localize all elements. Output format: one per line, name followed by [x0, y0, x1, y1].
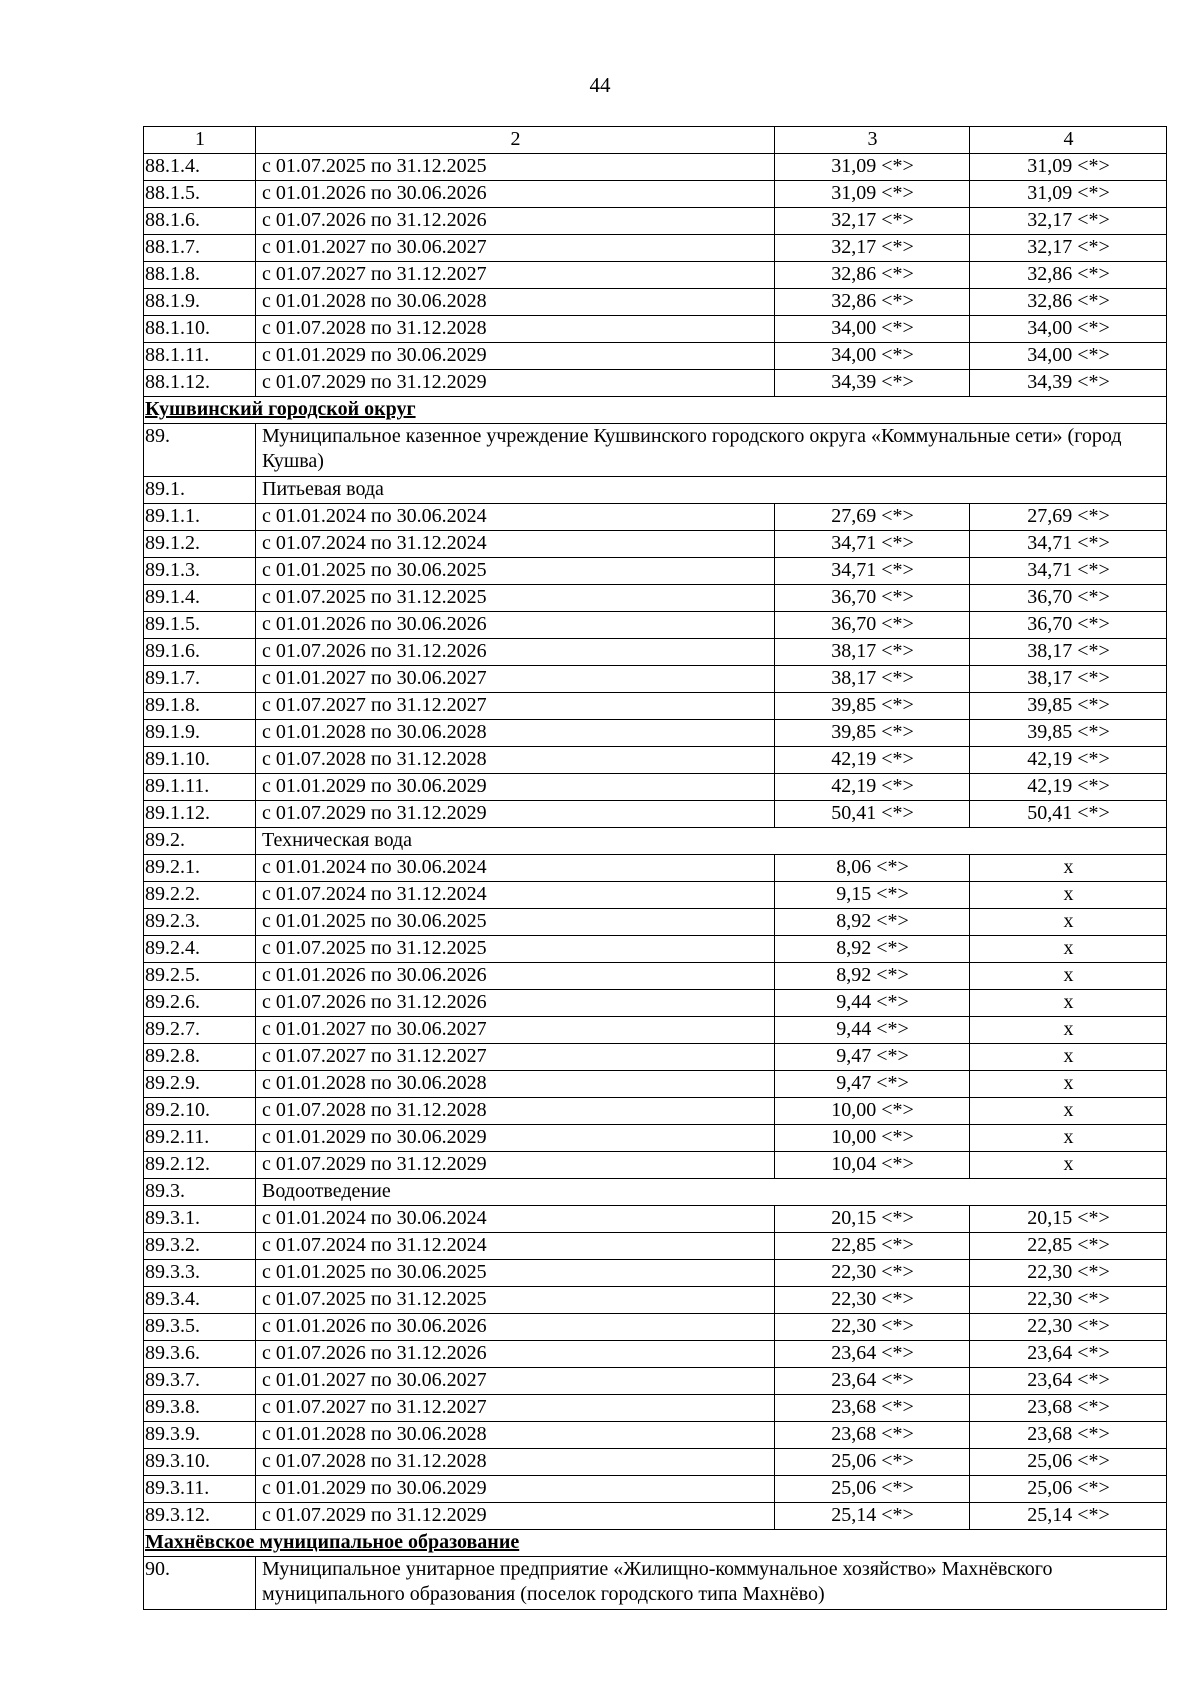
table-row	[144, 1206, 1167, 1233]
table-row	[144, 747, 1167, 774]
row-number: 89.1.4.	[144, 585, 256, 612]
row-number: 89.1.6.	[144, 639, 256, 666]
period-cell: с 01.07.2027 по 31.12.2027	[256, 693, 775, 720]
table-row	[144, 720, 1167, 747]
table-row	[144, 693, 1167, 720]
period-cell: с 01.01.2029 по 30.06.2029	[256, 774, 775, 801]
table-row	[144, 1017, 1167, 1044]
table-row	[144, 1449, 1167, 1476]
value-cell-3: 34,71 <*>	[775, 531, 970, 558]
value-cell-4: х	[970, 963, 1167, 990]
row-number: 89.2.5.	[144, 963, 256, 990]
value-cell-4: 22,30 <*>	[970, 1287, 1167, 1314]
period-cell: с 01.01.2025 по 30.06.2025	[256, 909, 775, 936]
row-number: 89.1.12.	[144, 801, 256, 828]
period-cell: с 01.01.2026 по 30.06.2026	[256, 963, 775, 990]
row-number: 88.1.6.	[144, 208, 256, 235]
row-number: 89.1.7.	[144, 666, 256, 693]
value-cell-3: 9,47 <*>	[775, 1071, 970, 1098]
value-cell-4: х	[970, 1044, 1167, 1071]
organization-name: Муниципальное унитарное предприятие «Жилищно-коммунальное хозяйство» Махнёвского муниципального образования (поселок городского типа Махнёво)	[256, 1557, 1167, 1610]
row-number: 89.2.	[144, 828, 256, 855]
period-cell: с 01.07.2026 по 31.12.2026	[256, 1341, 775, 1368]
page-number: 44	[589, 73, 611, 97]
row-number: 89.2.3.	[144, 909, 256, 936]
value-cell-3: 38,17 <*>	[775, 666, 970, 693]
table-row	[144, 181, 1167, 208]
value-cell-4: 32,17 <*>	[970, 208, 1167, 235]
row-number: 89.3.2.	[144, 1233, 256, 1260]
value-cell-3: 32,17 <*>	[775, 235, 970, 262]
row-number: 89.2.7.	[144, 1017, 256, 1044]
value-cell-3: 25,06 <*>	[775, 1449, 970, 1476]
organization-row	[144, 424, 1167, 477]
value-cell-4: 50,41 <*>	[970, 801, 1167, 828]
value-cell-3: 8,92 <*>	[775, 936, 970, 963]
period-cell: с 01.07.2024 по 31.12.2024	[256, 882, 775, 909]
tariff-table	[143, 126, 1167, 1610]
value-cell-3: 31,09 <*>	[775, 181, 970, 208]
value-cell-4: 38,17 <*>	[970, 666, 1167, 693]
row-number: 89.2.6.	[144, 990, 256, 1017]
period-cell: с 01.07.2025 по 31.12.2025	[256, 1287, 775, 1314]
value-cell-4: 31,09 <*>	[970, 181, 1167, 208]
group-name: Техническая вода	[256, 828, 1167, 855]
value-cell-3: 9,47 <*>	[775, 1044, 970, 1071]
value-cell-3: 10,04 <*>	[775, 1152, 970, 1179]
value-cell-4: 38,17 <*>	[970, 639, 1167, 666]
value-cell-4: 23,68 <*>	[970, 1422, 1167, 1449]
value-cell-3: 23,64 <*>	[775, 1368, 970, 1395]
row-number: 89.3.5.	[144, 1314, 256, 1341]
period-cell: с 01.01.2029 по 30.06.2029	[256, 1476, 775, 1503]
table-row	[144, 882, 1167, 909]
period-cell: с 01.01.2027 по 30.06.2027	[256, 235, 775, 262]
value-cell-3: 23,68 <*>	[775, 1422, 970, 1449]
value-cell-4: 22,85 <*>	[970, 1233, 1167, 1260]
value-cell-4: 36,70 <*>	[970, 585, 1167, 612]
row-number: 89.1.10.	[144, 747, 256, 774]
value-cell-3: 32,17 <*>	[775, 208, 970, 235]
table-row	[144, 855, 1167, 882]
period-cell: с 01.01.2028 по 30.06.2028	[256, 289, 775, 316]
header-cell-2: 2	[256, 127, 775, 154]
value-cell-4: 34,71 <*>	[970, 558, 1167, 585]
value-cell-3: 22,30 <*>	[775, 1260, 970, 1287]
value-cell-3: 31,09 <*>	[775, 154, 970, 181]
period-cell: с 01.07.2029 по 31.12.2029	[256, 1503, 775, 1530]
tariff-table-body	[144, 127, 1167, 1610]
period-cell: с 01.01.2024 по 30.06.2024	[256, 1206, 775, 1233]
organization-row	[144, 1557, 1167, 1610]
value-cell-3: 8,06 <*>	[775, 855, 970, 882]
value-cell-4: 36,70 <*>	[970, 612, 1167, 639]
period-cell: с 01.07.2025 по 31.12.2025	[256, 936, 775, 963]
value-cell-4: 34,39 <*>	[970, 370, 1167, 397]
value-cell-3: 20,15 <*>	[775, 1206, 970, 1233]
period-cell: с 01.01.2029 по 30.06.2029	[256, 343, 775, 370]
row-number: 89.3.8.	[144, 1395, 256, 1422]
value-cell-3: 39,85 <*>	[775, 693, 970, 720]
period-cell: с 01.07.2024 по 31.12.2024	[256, 531, 775, 558]
value-cell-3: 36,70 <*>	[775, 585, 970, 612]
table-row	[144, 558, 1167, 585]
row-number: 88.1.10.	[144, 316, 256, 343]
group-row	[144, 828, 1167, 855]
row-number: 89.1.1.	[144, 504, 256, 531]
value-cell-4: 23,64 <*>	[970, 1341, 1167, 1368]
period-cell: с 01.01.2026 по 30.06.2026	[256, 1314, 775, 1341]
row-number: 89.3.3.	[144, 1260, 256, 1287]
table-row	[144, 585, 1167, 612]
period-cell: с 01.01.2026 по 30.06.2026	[256, 612, 775, 639]
period-cell: с 01.01.2028 по 30.06.2028	[256, 1422, 775, 1449]
table-row	[144, 531, 1167, 558]
table-row	[144, 1341, 1167, 1368]
table-row	[144, 1125, 1167, 1152]
table-row	[144, 1422, 1167, 1449]
table-row	[144, 316, 1167, 343]
row-number: 90.	[144, 1557, 256, 1610]
section-title: Махнёвское муниципальное образование	[144, 1530, 1167, 1557]
table-row	[144, 1395, 1167, 1422]
value-cell-3: 27,69 <*>	[775, 504, 970, 531]
period-cell: с 01.01.2026 по 30.06.2026	[256, 181, 775, 208]
period-cell: с 01.01.2028 по 30.06.2028	[256, 720, 775, 747]
table-header-row	[144, 127, 1167, 154]
value-cell-3: 10,00 <*>	[775, 1098, 970, 1125]
table-row	[144, 1368, 1167, 1395]
row-number: 89.2.2.	[144, 882, 256, 909]
table-row	[144, 1314, 1167, 1341]
table-row	[144, 1152, 1167, 1179]
row-number: 89.3.11.	[144, 1476, 256, 1503]
value-cell-3: 8,92 <*>	[775, 909, 970, 936]
group-row	[144, 1179, 1167, 1206]
value-cell-4: 20,15 <*>	[970, 1206, 1167, 1233]
row-number: 88.1.5.	[144, 181, 256, 208]
period-cell: с 01.07.2028 по 31.12.2028	[256, 316, 775, 343]
table-row	[144, 666, 1167, 693]
row-number: 89.2.11.	[144, 1125, 256, 1152]
header-cell-1: 1	[144, 127, 256, 154]
table-row	[144, 154, 1167, 181]
table-row	[144, 909, 1167, 936]
period-cell: с 01.01.2027 по 30.06.2027	[256, 666, 775, 693]
value-cell-4: 22,30 <*>	[970, 1260, 1167, 1287]
period-cell: с 01.07.2028 по 31.12.2028	[256, 747, 775, 774]
period-cell: с 01.07.2029 по 31.12.2029	[256, 370, 775, 397]
value-cell-4: 42,19 <*>	[970, 774, 1167, 801]
period-cell: с 01.07.2026 по 31.12.2026	[256, 208, 775, 235]
value-cell-4: 23,64 <*>	[970, 1368, 1167, 1395]
value-cell-4: 34,00 <*>	[970, 343, 1167, 370]
value-cell-4: 32,86 <*>	[970, 289, 1167, 316]
value-cell-4: х	[970, 936, 1167, 963]
row-number: 89.1.8.	[144, 693, 256, 720]
table-row	[144, 370, 1167, 397]
table-row	[144, 1071, 1167, 1098]
table-row	[144, 343, 1167, 370]
table-row	[144, 1287, 1167, 1314]
value-cell-4: х	[970, 1098, 1167, 1125]
row-number: 88.1.12.	[144, 370, 256, 397]
period-cell: с 01.07.2029 по 31.12.2029	[256, 1152, 775, 1179]
period-cell: с 01.01.2024 по 30.06.2024	[256, 855, 775, 882]
period-cell: с 01.01.2029 по 30.06.2029	[256, 1125, 775, 1152]
table-row	[144, 936, 1167, 963]
section-row	[144, 1530, 1167, 1557]
row-number: 89.	[144, 424, 256, 477]
value-cell-3: 42,19 <*>	[775, 774, 970, 801]
row-number: 89.3.	[144, 1179, 256, 1206]
value-cell-4: х	[970, 1071, 1167, 1098]
table-row	[144, 612, 1167, 639]
value-cell-4: 39,85 <*>	[970, 693, 1167, 720]
value-cell-3: 9,44 <*>	[775, 1017, 970, 1044]
row-number: 89.3.6.	[144, 1341, 256, 1368]
value-cell-4: 34,71 <*>	[970, 531, 1167, 558]
table-row	[144, 1044, 1167, 1071]
value-cell-3: 38,17 <*>	[775, 639, 970, 666]
row-number: 89.3.1.	[144, 1206, 256, 1233]
value-cell-3: 32,86 <*>	[775, 289, 970, 316]
group-row	[144, 477, 1167, 504]
value-cell-3: 39,85 <*>	[775, 720, 970, 747]
value-cell-4: х	[970, 882, 1167, 909]
row-number: 88.1.8.	[144, 262, 256, 289]
value-cell-3: 42,19 <*>	[775, 747, 970, 774]
row-number: 89.3.12.	[144, 1503, 256, 1530]
header-cell-4: 4	[970, 127, 1167, 154]
value-cell-3: 23,68 <*>	[775, 1395, 970, 1422]
group-name: Питьевая вода	[256, 477, 1167, 504]
row-number: 89.3.4.	[144, 1287, 256, 1314]
row-number: 89.2.4.	[144, 936, 256, 963]
table-row	[144, 289, 1167, 316]
period-cell: с 01.07.2028 по 31.12.2028	[256, 1098, 775, 1125]
value-cell-4: 25,14 <*>	[970, 1503, 1167, 1530]
value-cell-4: х	[970, 909, 1167, 936]
period-cell: с 01.07.2025 по 31.12.2025	[256, 585, 775, 612]
period-cell: с 01.07.2026 по 31.12.2026	[256, 990, 775, 1017]
row-number: 89.1.2.	[144, 531, 256, 558]
group-name: Водоотведение	[256, 1179, 1167, 1206]
value-cell-3: 50,41 <*>	[775, 801, 970, 828]
value-cell-3: 34,00 <*>	[775, 316, 970, 343]
row-number: 89.2.9.	[144, 1071, 256, 1098]
period-cell: с 01.07.2026 по 31.12.2026	[256, 639, 775, 666]
value-cell-4: 27,69 <*>	[970, 504, 1167, 531]
period-cell: с 01.07.2028 по 31.12.2028	[256, 1449, 775, 1476]
table-row	[144, 801, 1167, 828]
value-cell-4: 25,06 <*>	[970, 1449, 1167, 1476]
row-number: 89.2.8.	[144, 1044, 256, 1071]
period-cell: с 01.07.2027 по 31.12.2027	[256, 1395, 775, 1422]
table-row	[144, 1233, 1167, 1260]
organization-name: Муниципальное казенное учреждение Кушвинского городского округа «Коммунальные сети» (город Кушва)	[256, 424, 1167, 477]
table-row	[144, 1260, 1167, 1287]
value-cell-4: 32,17 <*>	[970, 235, 1167, 262]
row-number: 89.1.5.	[144, 612, 256, 639]
value-cell-4: х	[970, 1152, 1167, 1179]
section-row	[144, 397, 1167, 424]
table-row	[144, 1503, 1167, 1530]
row-number: 89.3.7.	[144, 1368, 256, 1395]
value-cell-3: 25,14 <*>	[775, 1503, 970, 1530]
table-row	[144, 504, 1167, 531]
value-cell-4: 34,00 <*>	[970, 316, 1167, 343]
value-cell-4: 22,30 <*>	[970, 1314, 1167, 1341]
value-cell-3: 34,00 <*>	[775, 343, 970, 370]
value-cell-3: 22,30 <*>	[775, 1287, 970, 1314]
value-cell-3: 34,71 <*>	[775, 558, 970, 585]
row-number: 88.1.9.	[144, 289, 256, 316]
row-number: 89.1.3.	[144, 558, 256, 585]
period-cell: с 01.07.2027 по 31.12.2027	[256, 1044, 775, 1071]
value-cell-4: 42,19 <*>	[970, 747, 1167, 774]
value-cell-4: 25,06 <*>	[970, 1476, 1167, 1503]
row-number: 89.2.10.	[144, 1098, 256, 1125]
row-number: 88.1.4.	[144, 154, 256, 181]
table-row	[144, 1098, 1167, 1125]
table-row	[144, 1476, 1167, 1503]
value-cell-4: 31,09 <*>	[970, 154, 1167, 181]
table-row	[144, 990, 1167, 1017]
row-number: 89.3.9.	[144, 1422, 256, 1449]
value-cell-4: 23,68 <*>	[970, 1395, 1167, 1422]
period-cell: с 01.07.2024 по 31.12.2024	[256, 1233, 775, 1260]
value-cell-4: х	[970, 855, 1167, 882]
value-cell-3: 9,15 <*>	[775, 882, 970, 909]
row-number: 89.2.1.	[144, 855, 256, 882]
value-cell-3: 9,44 <*>	[775, 990, 970, 1017]
value-cell-4: х	[970, 1125, 1167, 1152]
period-cell: с 01.01.2025 по 30.06.2025	[256, 558, 775, 585]
header-cell-3: 3	[775, 127, 970, 154]
value-cell-3: 32,86 <*>	[775, 262, 970, 289]
period-cell: с 01.07.2027 по 31.12.2027	[256, 262, 775, 289]
period-cell: с 01.07.2029 по 31.12.2029	[256, 801, 775, 828]
value-cell-3: 25,06 <*>	[775, 1476, 970, 1503]
row-number: 89.1.	[144, 477, 256, 504]
row-number: 89.3.10.	[144, 1449, 256, 1476]
period-cell: с 01.01.2027 по 30.06.2027	[256, 1017, 775, 1044]
value-cell-3: 22,30 <*>	[775, 1314, 970, 1341]
row-number: 89.2.12.	[144, 1152, 256, 1179]
table-row	[144, 774, 1167, 801]
value-cell-3: 22,85 <*>	[775, 1233, 970, 1260]
value-cell-4: х	[970, 990, 1167, 1017]
value-cell-3: 23,64 <*>	[775, 1341, 970, 1368]
value-cell-3: 8,92 <*>	[775, 963, 970, 990]
value-cell-4: 39,85 <*>	[970, 720, 1167, 747]
table-row	[144, 208, 1167, 235]
table-row	[144, 262, 1167, 289]
table-row	[144, 639, 1167, 666]
period-cell: с 01.01.2027 по 30.06.2027	[256, 1368, 775, 1395]
value-cell-3: 36,70 <*>	[775, 612, 970, 639]
period-cell: с 01.01.2024 по 30.06.2024	[256, 504, 775, 531]
row-number: 88.1.11.	[144, 343, 256, 370]
table-row	[144, 235, 1167, 262]
row-number: 89.1.11.	[144, 774, 256, 801]
row-number: 88.1.7.	[144, 235, 256, 262]
value-cell-4: х	[970, 1017, 1167, 1044]
row-number: 89.1.9.	[144, 720, 256, 747]
table-row	[144, 963, 1167, 990]
value-cell-3: 10,00 <*>	[775, 1125, 970, 1152]
period-cell: с 01.01.2025 по 30.06.2025	[256, 1260, 775, 1287]
value-cell-4: 32,86 <*>	[970, 262, 1167, 289]
value-cell-3: 34,39 <*>	[775, 370, 970, 397]
section-title: Кушвинский городской округ	[144, 397, 1167, 424]
period-cell: с 01.01.2028 по 30.06.2028	[256, 1071, 775, 1098]
period-cell: с 01.07.2025 по 31.12.2025	[256, 154, 775, 181]
